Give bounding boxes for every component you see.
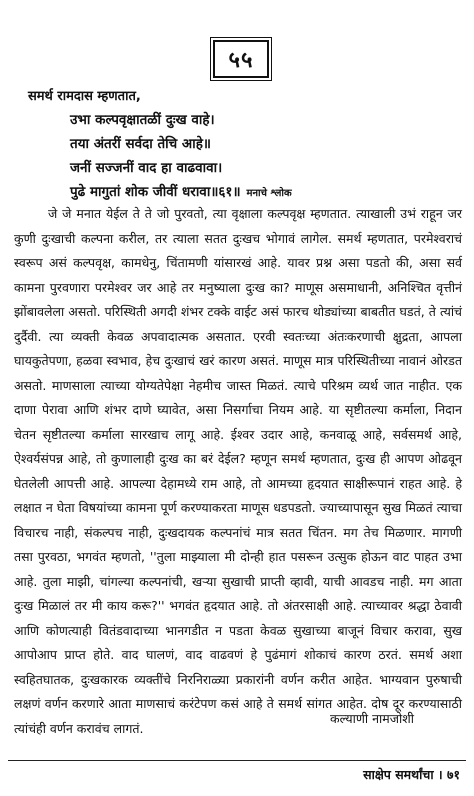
footer-divider: [8, 760, 466, 761]
commentary-paragraph: जे जे मनात येईल ते ते जो पुरवतो, त्या वृक्षाला कल्पवृक्ष म्हणतात. त्याखाली उभं राहून जर कुणी दुःखाची कल्पना करील, तर त्याला सतत दुःखच भोगावं लागेल. समर्थ म्हणतात, परमेश्वराचं स्वरूप असं कल्पवृक्ष, कामधेनु, चिंतामणी यांसारखं आहे. यावर प्रश्न असा पडतो की, असा सर्व कामना पुरवणारा परमेश्वर जर आहे तर मनुष्याला दुःख का? माणूस असमाधानी, अनिश्चित वृत्तीनं झोंबावलेला असतो. परिस्थिती अगदी शंभर टक्के वाईट असं फारच थोड्यांच्या बाबतीत घडतं, ते त्यांचं दुर्दैवी. त्या व्यक्ती केवळ अपवादात्मक असतात. एरवी स्वतःच्या अंतःकरणाची क्षुद्रता, आपला घायकुतेपणा, हळवा स्वभाव, हेच दुःखाचं खरं कारण असतं. माणूस मात्र परिस्थितीच्या नावानं ओरडत असतो. माणसाला त्याच्या योग्यतेपेक्षा नेहमीच जास्त मिळतं. त्याचे परिश्रम व्यर्थ जात नाहीत. एक दाणा पेरावा आणि शंभर दाणे घ्यावेत, असा निसर्गाचा नियम आहे. या सृष्टीतल्या कर्माला, निदान चेतन सृष्टीतल्या कर्माला सारखाच लागू आहे. ईश्वर उदार आहे, कनवाळू आहे, सर्वसमर्थ आहे, ऐश्वर्यसंपन्न आहे, तो कुणालाही दुःख का बरं देईल? म्हणून समर्थ म्हणतात, दुःख ही आपण ओढवून घेतलेली आपत्ती आहे. आपल्या देहामध्ये राम आहे, तो आमच्या हृदयात साक्षीरूपानं राहत आहे. हे लक्षात न घेता विषयांच्या कामना पूर्ण करण्याकरता माणूस धडपडतो. ज्याच्यापासून सुख मिळतं त्याचा विचारच नाही, संकल्पच नाही, दुःखदायक कल्पनांचं मात्र सतत चिंतन. मग तेच मिळणार. मागणी तसा पुरवठा, भगवंत म्हणतो, ''तुला माझ्याला मी दोन्ही हात पसरून उत्सुक होऊन वाट पाहत उभा आहे. तुला माझी, चांगल्या कल्पनांची, खऱ्या सुखाची प्राप्ती व्हावी, याची आवडच नाही. मग आता दुःख मिळालं तर मी काय करू?'' भगवंत हृदयात आहे. तो अंतरसाक्षी आहे. त्याच्यावर श्रद्धा ठेवावी आणि कोणत्याही वितंडवादाच्या भानगडीत न पडता केवळ सुखाच्या बाजूनं विचार करावा, सुख आपोआप प्राप्त होते. वाद घालणं, वाद वाढवणं हे पुढंमागं शोकाचं कारण ठरतं. समर्थ अशा स्वहितघातक, दुःखकारक व्यक्तींचे निरनिराळ्या प्रकारांनी वर्णन करीत आहेत. भाग्यवान पुरुषाची लक्षणं वर्णन करणारे आता माणसाचं करंटेपण कसं आहे ते समर्थ सांगत आहेत. दोष दूर करण्यासाठी त्यांचंही वर्णन करावंच लागतं.: [14, 206, 462, 736]
verse-line-2: तया अंतरीं सर्वदा तेचि आहे॥: [70, 136, 211, 152]
verse-line-4: पुढे मागुतां शोक जीवीं धरावा॥६१॥: [70, 184, 241, 200]
page-footer: साक्षेप समर्थांचा । ७१: [363, 767, 460, 782]
verse-block: [70, 108, 292, 206]
verse-line-3: जनीं सज्जनीं वाद हा वाढवावा।: [70, 160, 223, 176]
intro-line: समर्थ रामदास म्हणतात,: [28, 89, 141, 104]
verse-line-1: उभा कल्पवृक्षातळीं दुःख वाहे।: [70, 112, 215, 128]
verse-source: मनाचे श्लोक: [246, 188, 292, 199]
chapter-number: ५५: [213, 40, 269, 78]
author-name: कल्याणी नामजोशी: [330, 711, 414, 726]
